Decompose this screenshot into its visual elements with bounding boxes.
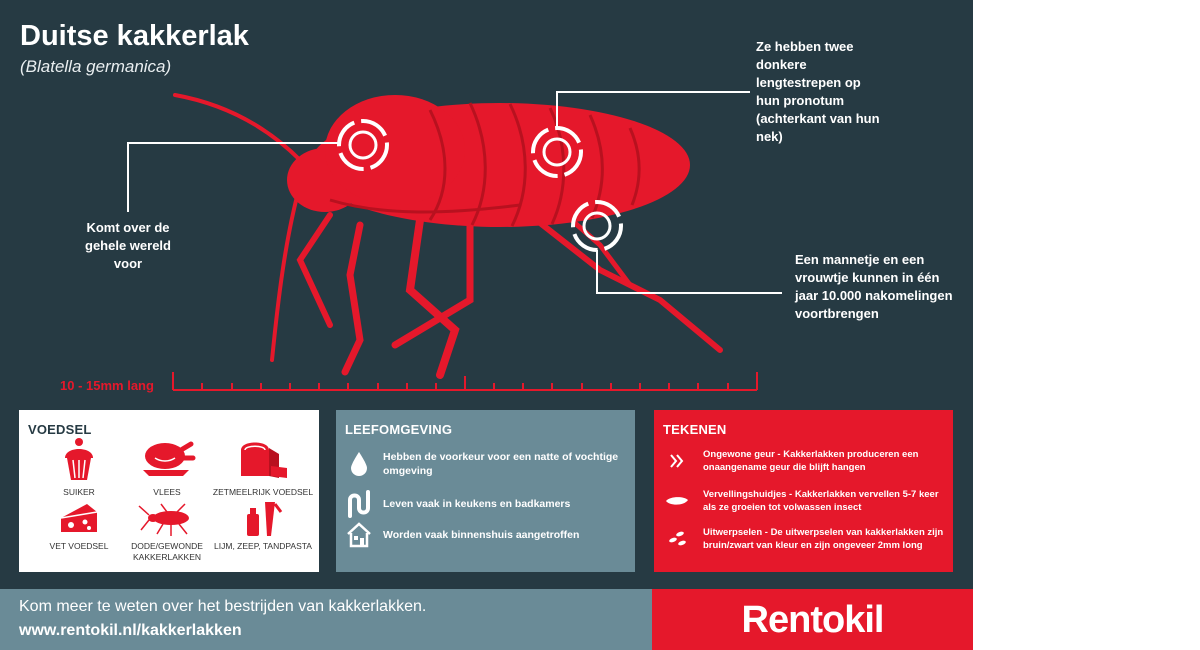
page-title: Duitse kakkerlak bbox=[20, 20, 249, 52]
signs-item-odor bbox=[663, 448, 945, 474]
food-item-sugar bbox=[29, 436, 129, 498]
signs-item-droppings bbox=[663, 526, 945, 552]
food-label-sugar: SUIKER bbox=[63, 487, 95, 497]
habitat-text-moist: Hebben de voorkeur voor een natte of vochtige omgeving bbox=[383, 451, 619, 477]
footer bbox=[0, 589, 652, 650]
cockroach-icon bbox=[137, 500, 197, 538]
food-item-toiletries bbox=[207, 500, 319, 552]
bread-icon bbox=[235, 436, 291, 484]
habitat-item-moist bbox=[345, 450, 627, 478]
habitat-text-indoors: Worden vaak binnenshuis aangetroffen bbox=[383, 529, 580, 541]
antenna-bottom bbox=[272, 185, 300, 360]
habitat-title: LEEFOMGEVING bbox=[345, 422, 453, 437]
pipe-icon bbox=[346, 490, 372, 518]
footer-text: Kom meer te weten over het bestrijden van kakkerlakken. bbox=[19, 598, 427, 615]
food-label-toiletries: LIJM, ZEEP, TANDPASTA bbox=[214, 541, 312, 551]
food-item-cockroaches bbox=[117, 500, 217, 563]
footer-link[interactable]: www.rentokil.nl/kakkerlakken bbox=[19, 622, 242, 639]
leg-2 bbox=[345, 225, 360, 372]
size-ruler bbox=[173, 372, 757, 390]
callout-worldwide: Komt over de gehele wereld voor bbox=[85, 220, 171, 271]
signs-text-odor: Ongewone geur - Kakkerlakken produceren een onaangename geur die blijft hangen bbox=[703, 449, 919, 473]
leg-4 bbox=[395, 215, 470, 345]
cupcake-icon bbox=[61, 436, 97, 484]
habitat-text-kitchen: Leven vaak in keukens en badkamers bbox=[383, 498, 571, 510]
signs-item-shed bbox=[663, 488, 945, 514]
house-icon bbox=[346, 522, 372, 548]
water-drop-icon bbox=[350, 451, 368, 477]
callout-breeding: Een mannetje en een vrouwtje kunnen in één jaar 10.000 nakomelingen voortbrengen bbox=[795, 252, 953, 321]
food-item-meat bbox=[117, 436, 217, 498]
habitat-panel bbox=[336, 410, 635, 572]
brand-block bbox=[652, 589, 973, 650]
food-label-meat: VLEES bbox=[153, 487, 181, 497]
odor-icon bbox=[668, 452, 686, 470]
food-panel bbox=[19, 410, 319, 572]
food-title: VOEDSEL bbox=[28, 422, 92, 437]
toiletries-icon bbox=[241, 500, 285, 538]
signs-panel bbox=[654, 410, 953, 572]
signs-title: TEKENEN bbox=[663, 422, 727, 437]
food-item-starch bbox=[207, 436, 319, 498]
droppings-icon bbox=[666, 530, 688, 548]
callout-stripes: Ze hebben twee donkere lengtestrepen op hun pronotum (achterkant van hun nek) bbox=[756, 39, 880, 144]
leg-3 bbox=[410, 220, 455, 375]
food-item-fat bbox=[29, 500, 129, 552]
signs-text-shed: Vervellingshuidjes - Kakkerlakken vervellen 5-7 keer als ze groeien tot volwassen insect bbox=[703, 489, 939, 513]
signs-text-droppings: Uitwerpselen - De uitwerpselen van kakkerlakken zijn bruin/zwart van kleur en zijn ongeveer 2mm long bbox=[703, 527, 944, 551]
food-label-fat: VET VOEDSEL bbox=[49, 541, 109, 551]
habitat-item-indoors bbox=[345, 522, 627, 548]
antenna-top bbox=[175, 95, 300, 160]
brand-logo: Rentokil bbox=[741, 599, 884, 641]
food-label-starch: ZETMEELRIJK VOEDSEL bbox=[212, 487, 314, 497]
cheese-icon bbox=[57, 500, 101, 538]
page-subtitle: (Blatella germanica) bbox=[20, 57, 172, 76]
roast-chicken-icon bbox=[137, 436, 197, 484]
food-label-cockroaches: DODE/GEWONDE KAKKERLAKKEN bbox=[131, 541, 203, 562]
size-label: 10 - 15mm lang bbox=[60, 378, 154, 393]
shed-skin-icon bbox=[664, 494, 690, 508]
habitat-item-kitchen bbox=[345, 490, 627, 518]
leg-1 bbox=[300, 215, 330, 325]
